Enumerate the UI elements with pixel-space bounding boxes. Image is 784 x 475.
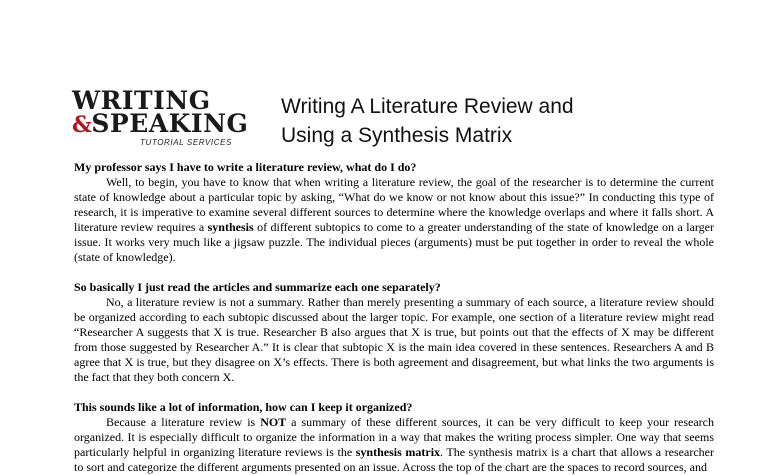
document-body	[74, 160, 714, 475]
s1-text-before: Well, to begin, you have to know that when writing a literature review, the goal of the researcher is to determine the current state of knowledge about a particular topic by asking, “What do we know or not know about this issue?” In conducting this type of research, it is imperative to examine several different sources to determine where the knowledge overlaps and where it falls short. A literature review requires a	[74, 175, 714, 234]
title-line-2: Using a Synthesis Matrix	[281, 124, 513, 147]
s1-synthesis-term: synthesis	[207, 220, 254, 234]
section-2-paragraph: No, a literature review is not a summary. Rather than merely presenting a summary of each source, a literature review should be organized according to each subtopic discussed about the larger topic. For example, one section of a literature review might read “Researcher A suggests that X is true. Researcher B also argues that X is true, but points out that the effects of X may be different from those suggested by Researcher A.” It is clear that subtopic X is the main idea covered in these sentences. Researchers A and B agree that X is true, but they disagree on X’s effects. There is both agreement and disagreement, but what links the two arguments is the fact that they both concern X.	[74, 295, 714, 384]
s3-synthesis-matrix-term: synthesis matrix	[355, 445, 441, 459]
spacer	[74, 385, 714, 400]
logo-subtitle: TUTORIAL SERVICES	[140, 138, 233, 147]
title-line-1: Writing A Literature Review and	[281, 95, 574, 118]
logo-ampersand: &	[72, 112, 93, 138]
section-2-heading: So basically I just read the articles and summarize each one separately?	[74, 280, 441, 294]
writing-speaking-logo	[72, 86, 249, 148]
s3-not-term: NOT	[260, 415, 287, 429]
s1-text-after: of different subtopics to come to a greater understanding of the state of knowledge on a larger issue. It works very much like a jigsaw puzzle. The individual pieces (arguments) must be put together in order to reveal the whole (state of knowledge).	[74, 220, 714, 264]
section-3-heading: This sounds like a lot of information, how can I keep it organized?	[74, 400, 413, 414]
s3-text-3: . The synthesis matrix is a chart that allows a researcher to sort and categorize the different arguments presented on an issue. Across the top of the chart are the spaces to record sources, and	[74, 445, 714, 474]
s3-text-1: Because a literature review is	[106, 415, 261, 429]
logo-speaking: SPEAKING	[91, 109, 249, 138]
spacer	[74, 265, 714, 280]
document-title	[281, 92, 574, 150]
s3-text-2: a summary of these different sources, it can be very difficult to keep your research organized. It is especially difficult to organize the information in a way that makes the writing process simpler. One way that seems particularly helpful in organizing literature reviews is the	[74, 415, 715, 459]
section-1-paragraph	[74, 175, 714, 265]
section-1-heading: My professor says I have to write a literature review, what do I do?	[74, 160, 417, 174]
logo-speaking-line	[72, 109, 249, 138]
section-3-paragraph	[74, 415, 714, 475]
logo-writing: WRITING	[72, 86, 211, 115]
